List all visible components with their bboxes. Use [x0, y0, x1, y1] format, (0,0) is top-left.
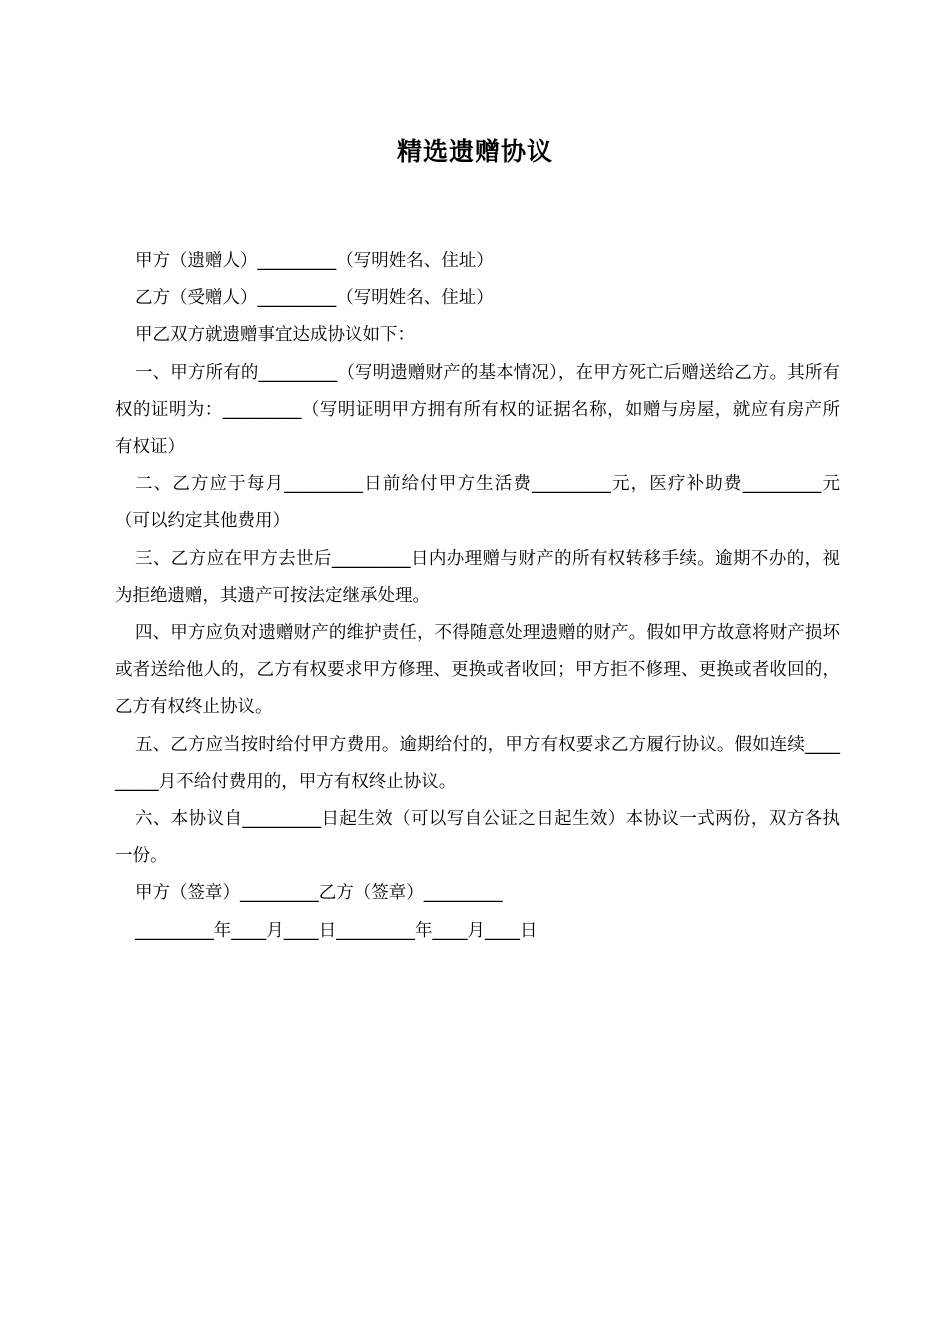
signature-line: 甲方（签章）_________乙方（签章）_________ — [135, 883, 503, 904]
clause-1: 一、甲方所有的_________（写明遗赠财产的基本情况），在甲方死亡后赠送给乙方。其所有权的证明为：_________（写明证明甲方拥有所有权的证据名称，如赠与房屋，就应有房产所有权证） — [115, 362, 840, 458]
clause-5: 五、乙方应当按时给付甲方费用。逾期给付的，甲方有权要求乙方履行协议。假如连续_________月不给付费用的，甲方有权终止协议。 — [115, 734, 840, 792]
document-body — [115, 243, 840, 950]
clause-3: 三、乙方应在甲方去世后_________日内办理赠与财产的所有权转移手续。逾期不办的，视为拒绝遗赠，其遗产可按法定继承处理。 — [115, 548, 840, 606]
date-line: _________年____月____日_________年____月____日 — [135, 920, 538, 941]
party-a-line: 甲方（遗赠人）_________（写明姓名、住址） — [135, 251, 494, 271]
clause-4: 四、甲方应负对遗赠财产的维护责任，不得随意处理遗赠的财产。假如甲方故意将财产损坏或者送给他人的，乙方有权要求甲方修理、更换或者收回；甲方拒不修理、更换或者收回的，乙方有权终止协议。 — [115, 623, 840, 718]
party-b-line: 乙方（受赠人）_________（写明姓名、住址） — [135, 288, 494, 309]
clause-6: 六、本协议自_________日起生效（可以写自公证之日起生效）本协议一式两份，双方各执一份。 — [115, 809, 840, 867]
document-title: 精选遗赠协议 — [396, 137, 553, 166]
agreement-intro: 甲乙双方就遗赠事宜达成协议如下： — [135, 325, 415, 346]
clause-2: 二、乙方应于每月_________日前给付甲方生活费_________元，医疗补助费_________元（可以约定其他费用） — [115, 474, 840, 532]
